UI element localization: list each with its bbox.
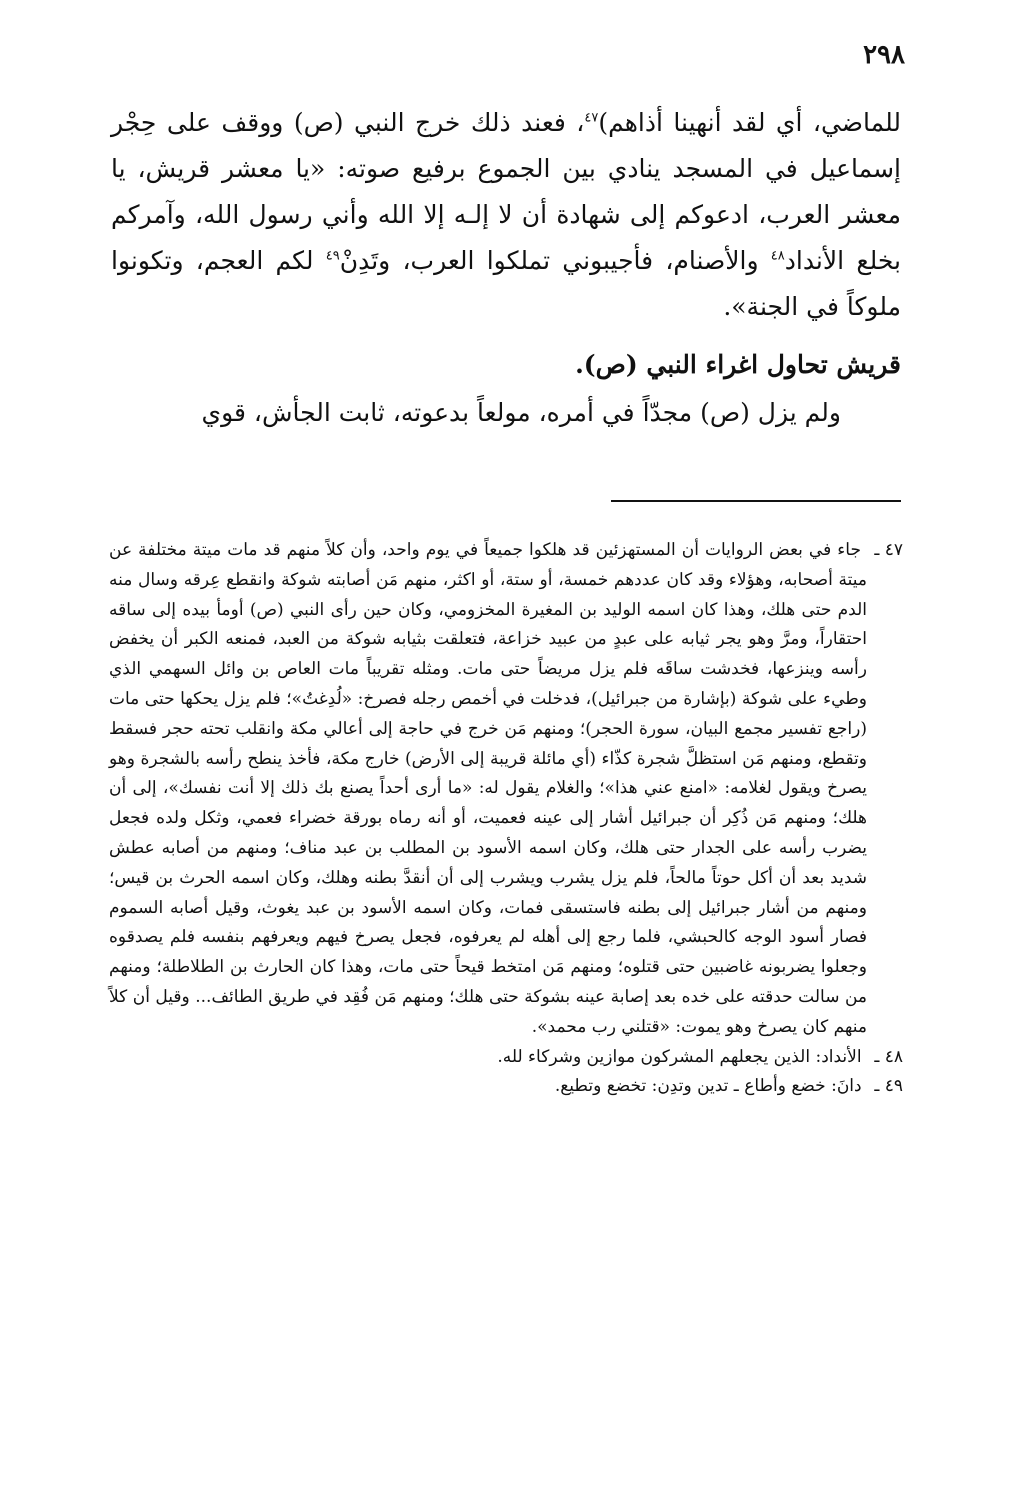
body-text-segment: للماضي، أي لقد أنهينا أذاهم) (598, 108, 901, 137)
body-paragraph (111, 100, 901, 330)
footnote-separator (611, 500, 901, 502)
footnote (109, 536, 903, 1043)
footnote (109, 1072, 903, 1102)
main-text (111, 100, 901, 436)
body-text-segment: لكم العجم، وتكونوا ملوكاً في الجنة». (111, 246, 901, 321)
page-number: ٢٩٨ (863, 40, 905, 70)
footnotes (109, 536, 903, 1102)
footnote-text: جاء في بعض الروايات أن المستهزئين قد هلكوا جميعاً في يوم واحد، وأن كلاً منهم قد مات ميتة مختلفة عن ميتة أصحابه، وهؤلاء وقد كان عددهم خمسة، أو ستة، أو اكثر، منهم مَن أصابته شوكة وانقطع عِرقه وسال منه الدم حتى هلك، وهذا كان اسمه الوليد بن المغيرة المخزومي، وكان حين رأى النبي (ص) أومأ بيده إلى ساقه احتقاراً، ومرَّ وهو يجر ثيابه على عبدٍ من عبيد خزاعة، فتعلقت بثيابه شوكة من العبد، فمنعه الكبر أن يخفض رأسه وينزعها، فخدشت ساقَه فلم يزل مريضاً حتى مات. ومثله تقريباً مات العاص بن وائل السهمي الذي وطيء على شوكة (بإشارة من جبرائيل)، فدخلت في أخمص رجله فصرخ: «لُدِغتُ»؛ فلم يزل يحكها حتى مات (راجع تفسير مجمع البيان، سورة الحجر)؛ ومنهم مَن خرج في حاجة إلى أعالي مكة وانقلب تحته حجر فسقط وتقطع، ومنهم مَن استظلَّ شجرة كذّاء (أي مائلة قريبة إلى الأرض) خارج مكة، فأخذ ينطح رأسه بالشجرة وهو يصرخ ويقول لغلامه: «امنع عني هذا»؛ والغلام يقول له: «ما أرى أحداً يصنع بك ذلك إلا أنت نفسك»، إلى أن هلك؛ ومنهم مَن ذُكِر أن جبرائيل أشار إلى عينه فعميت، أو أنه رماه بورقة خضراء فعمي، وثكل ولده فجعل يضرب رأسه على الجدار حتى هلك، وكان اسمه الأسود بن المطلب بن عبد مناف؛ ومنهم من أصابه عطش شديد بعد أن أكل حوتاً مالحاً، فلم يزل يشرب ويشرب إلى أن أنقدَّ بطنه وهلك، وكان اسمه الحرث بن قيس؛ ومنهم من أشار جبرائيل إلى بطنه فاستسقى فمات، وكان اسمه الأسود بن عبد يغوث، وقيل أصابه السموم فصار أسود الوجه كالحبشي، فلما رجع إلى أهله لم يعرفوه، فجعل يصرخ فيهم ويعرفهم بنفسه فلم يصدقوه وجعلوا يضربونه غاضبين حتى قتلوه؛ ومنهم مَن امتخط قيحاً حتى مات، وهذا كان الحارث بن الطلاطلة؛ ومنهم من سالت حدقته على خده بعد إصابة عينه بشوكة حتى هلك؛ ومنهم مَن فُقِد في طريق الطائف... وقيل أن كلاً منهم كان يصرخ وهو يموت: «قتلني رب محمد». (109, 540, 867, 1037)
footnote-text: دانَ: خضع وأطاع ـ تدين وتدِن: تخضع وتطيع. (554, 1076, 862, 1097)
footnote-ref: ٤٧ (584, 110, 599, 126)
footnote-number: ٤٩ ـ (874, 1076, 903, 1097)
footnote (109, 1043, 903, 1073)
section-heading: قريش تحاول اغراء النبي (ص). (575, 350, 901, 379)
footnote-number: ٤٨ ـ (874, 1046, 903, 1067)
footnote-number: ٤٧ ـ (874, 540, 904, 560)
footnote-ref: ٤٨ (770, 248, 785, 264)
footnote-ref: ٤٩ (325, 248, 340, 264)
body-text-segment: والأصنام، فأجيبوني تملكوا العرب، وتَدِنْ (339, 246, 771, 275)
body-paragraph-2: ولم يزل (ص) مجدّاً في أمره، مولعاً بدعوته، ثابت الجأش، قوي (201, 398, 841, 427)
footnote-text: الأنداد: الذين يجعلهم المشركون موازين وشركاء لله. (497, 1046, 862, 1067)
body-text-segment: ، فعند ذلك خرج النبي (ص) ووقف على حِجْر إسماعيل في المسجد ينادي بين الجموع برفيع صوته: «يا معشر قريش، يا معشر العرب، ادعوكم إلى شهادة أن لا إلـه إلا الله وأني رسول الله، وآمركم بخلع الأنداد (111, 108, 901, 275)
